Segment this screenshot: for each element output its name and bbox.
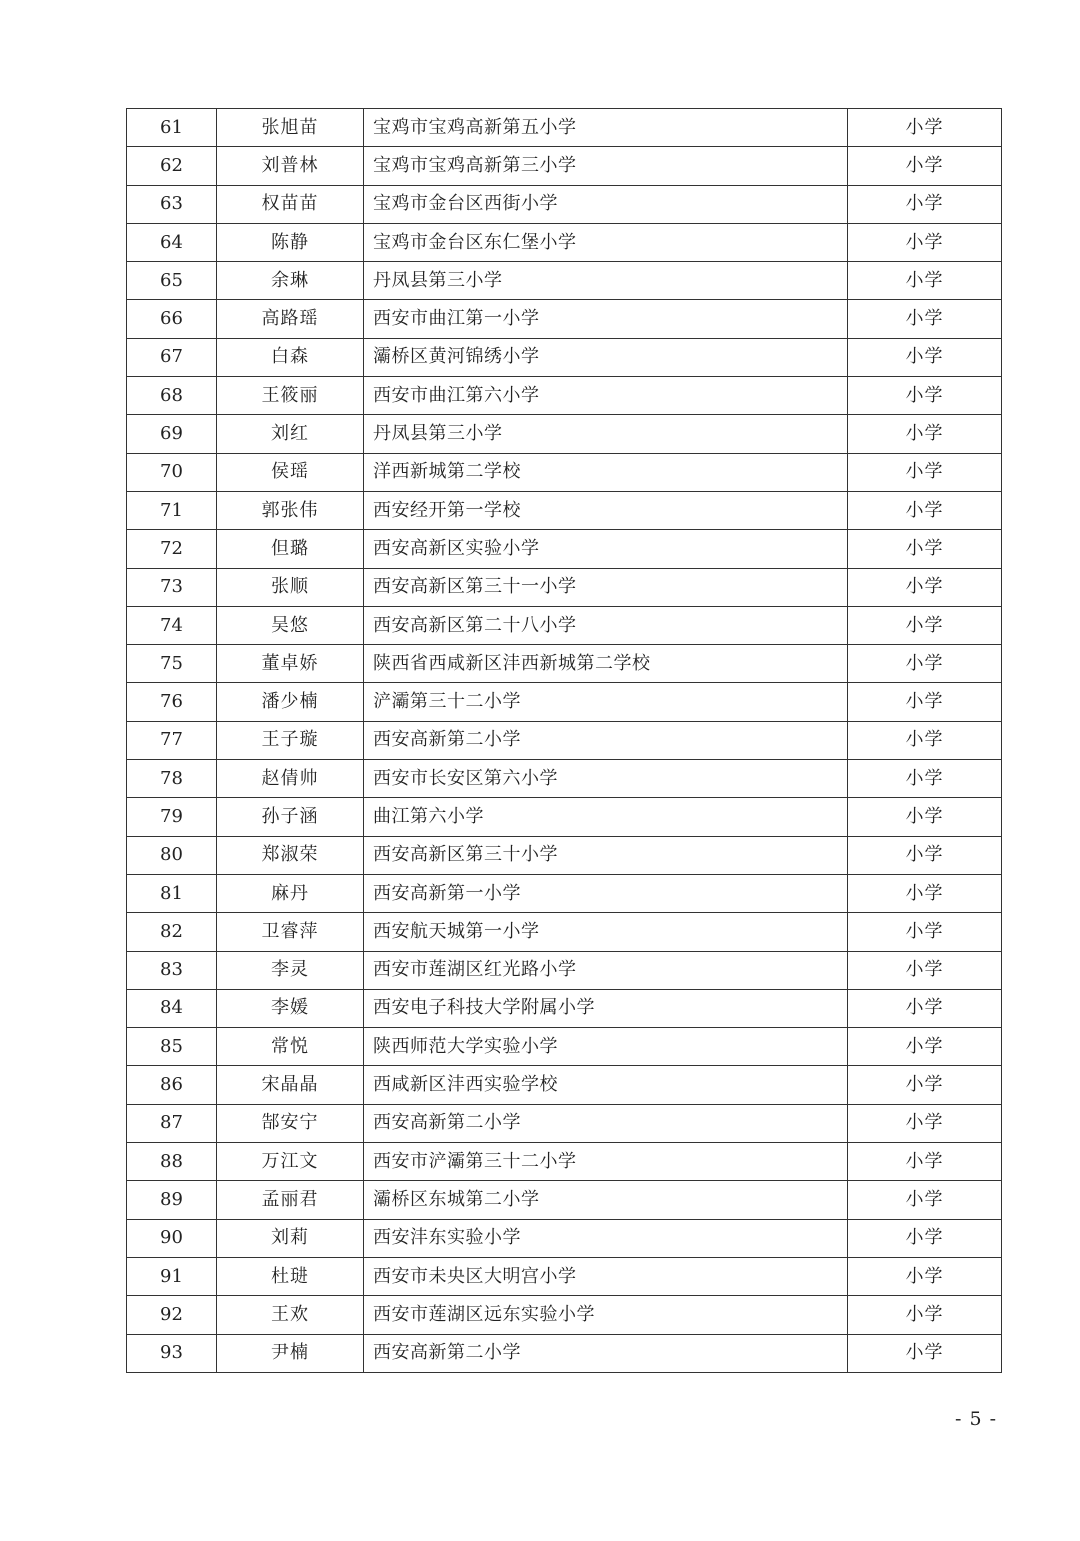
table-row <box>127 1334 1002 1372</box>
school-level-cell: 小学 <box>848 951 1002 989</box>
table-row <box>127 1028 1002 1066</box>
teacher-name-cell: 郑淑荣 <box>217 836 364 874</box>
school-name-cell: 丹凤县第三小学 <box>364 415 848 453</box>
school-level-cell: 小学 <box>848 798 1002 836</box>
school-level-cell: 小学 <box>848 913 1002 951</box>
teacher-name-cell: 赵倩帅 <box>217 760 364 798</box>
school-name-cell: 西安高新区第二十八小学 <box>364 606 848 644</box>
school-name-cell: 西安市曲江第一小学 <box>364 300 848 338</box>
school-name-cell: 西安市长安区第六小学 <box>364 760 848 798</box>
row-number-cell: 87 <box>127 1104 217 1142</box>
school-name-cell: 西安高新第二小学 <box>364 1334 848 1372</box>
teacher-name-cell: 刘红 <box>217 415 364 453</box>
row-number-cell: 84 <box>127 989 217 1027</box>
school-name-cell: 西安电子科技大学附属小学 <box>364 989 848 1027</box>
teacher-name-cell: 卫睿萍 <box>217 913 364 951</box>
school-level-cell: 小学 <box>848 300 1002 338</box>
school-level-cell: 小学 <box>848 147 1002 185</box>
row-number-cell: 69 <box>127 415 217 453</box>
table-row <box>127 645 1002 683</box>
teacher-name-cell: 尹楠 <box>217 1334 364 1372</box>
row-number-cell: 67 <box>127 338 217 376</box>
table-row <box>127 836 1002 874</box>
school-name-cell: 宝鸡市金台区西街小学 <box>364 185 848 223</box>
row-number-cell: 70 <box>127 453 217 491</box>
row-number-cell: 72 <box>127 530 217 568</box>
school-level-cell: 小学 <box>848 1334 1002 1372</box>
table-row <box>127 262 1002 300</box>
school-level-cell: 小学 <box>848 1028 1002 1066</box>
table-row <box>127 338 1002 376</box>
school-name-cell: 西安高新区第三十小学 <box>364 836 848 874</box>
teacher-name-cell: 李灵 <box>217 951 364 989</box>
school-level-cell: 小学 <box>848 1143 1002 1181</box>
row-number-cell: 85 <box>127 1028 217 1066</box>
school-level-cell: 小学 <box>848 109 1002 147</box>
table-row <box>127 1143 1002 1181</box>
school-name-cell: 西安市未央区大明宫小学 <box>364 1257 848 1295</box>
row-number-cell: 63 <box>127 185 217 223</box>
school-level-cell: 小学 <box>848 874 1002 912</box>
row-number-cell: 64 <box>127 223 217 261</box>
page-number: - 5 - <box>955 1408 998 1430</box>
school-name-cell: 灞桥区东城第二小学 <box>364 1181 848 1219</box>
table-row <box>127 721 1002 759</box>
table-row <box>127 1066 1002 1104</box>
school-level-cell: 小学 <box>848 568 1002 606</box>
school-name-cell: 西安市曲江第六小学 <box>364 377 848 415</box>
school-name-cell: 洋西新城第二学校 <box>364 453 848 491</box>
row-number-cell: 86 <box>127 1066 217 1104</box>
teacher-name-cell: 常悦 <box>217 1028 364 1066</box>
row-number-cell: 82 <box>127 913 217 951</box>
school-level-cell: 小学 <box>848 1219 1002 1257</box>
teacher-name-cell: 侯瑶 <box>217 453 364 491</box>
row-number-cell: 74 <box>127 606 217 644</box>
row-number-cell: 71 <box>127 491 217 529</box>
row-number-cell: 91 <box>127 1257 217 1295</box>
table-row <box>127 530 1002 568</box>
table-row <box>127 415 1002 453</box>
school-name-cell: 西安高新第二小学 <box>364 721 848 759</box>
table-row <box>127 453 1002 491</box>
school-name-cell: 灞桥区黄河锦绣小学 <box>364 338 848 376</box>
row-number-cell: 78 <box>127 760 217 798</box>
table-row <box>127 1104 1002 1142</box>
school-level-cell: 小学 <box>848 606 1002 644</box>
row-number-cell: 75 <box>127 645 217 683</box>
school-name-cell: 西安市浐灞第三十二小学 <box>364 1143 848 1181</box>
school-level-cell: 小学 <box>848 415 1002 453</box>
school-name-cell: 西安高新区第三十一小学 <box>364 568 848 606</box>
row-number-cell: 93 <box>127 1334 217 1372</box>
table-row <box>127 109 1002 147</box>
school-level-cell: 小学 <box>848 645 1002 683</box>
row-number-cell: 79 <box>127 798 217 836</box>
school-name-cell: 宝鸡市宝鸡高新第五小学 <box>364 109 848 147</box>
teacher-name-cell: 潘少楠 <box>217 683 364 721</box>
teacher-name-cell: 张旭苗 <box>217 109 364 147</box>
table-row <box>127 1219 1002 1257</box>
table-row <box>127 874 1002 912</box>
teacher-name-cell: 权苗苗 <box>217 185 364 223</box>
teacher-name-cell: 王筱丽 <box>217 377 364 415</box>
school-level-cell: 小学 <box>848 530 1002 568</box>
roster-table <box>126 108 1002 1373</box>
teacher-name-cell: 吴悠 <box>217 606 364 644</box>
school-name-cell: 陕西师范大学实验小学 <box>364 1028 848 1066</box>
teacher-name-cell: 白森 <box>217 338 364 376</box>
school-level-cell: 小学 <box>848 491 1002 529</box>
row-number-cell: 89 <box>127 1181 217 1219</box>
row-number-cell: 80 <box>127 836 217 874</box>
table-row <box>127 989 1002 1027</box>
school-level-cell: 小学 <box>848 989 1002 1027</box>
row-number-cell: 65 <box>127 262 217 300</box>
school-level-cell: 小学 <box>848 721 1002 759</box>
school-name-cell: 西安航天城第一小学 <box>364 913 848 951</box>
row-number-cell: 88 <box>127 1143 217 1181</box>
row-number-cell: 77 <box>127 721 217 759</box>
table-row <box>127 951 1002 989</box>
teacher-name-cell: 张顺 <box>217 568 364 606</box>
school-name-cell: 西安市莲湖区远东实验小学 <box>364 1296 848 1334</box>
teacher-name-cell: 孙子涵 <box>217 798 364 836</box>
teacher-name-cell: 李媛 <box>217 989 364 1027</box>
teacher-name-cell: 董卓娇 <box>217 645 364 683</box>
school-level-cell: 小学 <box>848 1181 1002 1219</box>
teacher-name-cell: 郜安宁 <box>217 1104 364 1142</box>
school-name-cell: 宝鸡市金台区东仁堡小学 <box>364 223 848 261</box>
school-name-cell: 丹凤县第三小学 <box>364 262 848 300</box>
row-number-cell: 73 <box>127 568 217 606</box>
teacher-name-cell: 王子璇 <box>217 721 364 759</box>
school-name-cell: 西咸新区沣西实验学校 <box>364 1066 848 1104</box>
school-name-cell: 西安高新第二小学 <box>364 1104 848 1142</box>
school-name-cell: 西安经开第一学校 <box>364 491 848 529</box>
table-row <box>127 300 1002 338</box>
school-level-cell: 小学 <box>848 185 1002 223</box>
teacher-name-cell: 王欢 <box>217 1296 364 1334</box>
school-name-cell: 西安高新第一小学 <box>364 874 848 912</box>
table-row <box>127 223 1002 261</box>
teacher-name-cell: 余琳 <box>217 262 364 300</box>
school-level-cell: 小学 <box>848 1104 1002 1142</box>
teacher-name-cell: 万江文 <box>217 1143 364 1181</box>
school-level-cell: 小学 <box>848 338 1002 376</box>
school-level-cell: 小学 <box>848 1296 1002 1334</box>
table-row <box>127 185 1002 223</box>
school-name-cell: 曲江第六小学 <box>364 798 848 836</box>
teacher-name-cell: 陈静 <box>217 223 364 261</box>
table-row <box>127 683 1002 721</box>
school-level-cell: 小学 <box>848 1066 1002 1104</box>
school-name-cell: 宝鸡市宝鸡高新第三小学 <box>364 147 848 185</box>
table-row <box>127 1181 1002 1219</box>
school-level-cell: 小学 <box>848 377 1002 415</box>
school-level-cell: 小学 <box>848 683 1002 721</box>
school-level-cell: 小学 <box>848 223 1002 261</box>
table-row <box>127 1257 1002 1295</box>
row-number-cell: 62 <box>127 147 217 185</box>
table-row <box>127 491 1002 529</box>
school-level-cell: 小学 <box>848 453 1002 491</box>
row-number-cell: 81 <box>127 874 217 912</box>
row-number-cell: 92 <box>127 1296 217 1334</box>
row-number-cell: 76 <box>127 683 217 721</box>
roster-table-body <box>127 109 1002 1373</box>
table-row <box>127 798 1002 836</box>
table-row <box>127 147 1002 185</box>
school-name-cell: 西安高新区实验小学 <box>364 530 848 568</box>
teacher-name-cell: 孟丽君 <box>217 1181 364 1219</box>
teacher-name-cell: 麻丹 <box>217 874 364 912</box>
teacher-name-cell: 宋晶晶 <box>217 1066 364 1104</box>
teacher-name-cell: 但璐 <box>217 530 364 568</box>
table-row <box>127 377 1002 415</box>
teacher-name-cell: 刘普林 <box>217 147 364 185</box>
teacher-name-cell: 杜琎 <box>217 1257 364 1295</box>
school-level-cell: 小学 <box>848 262 1002 300</box>
school-level-cell: 小学 <box>848 760 1002 798</box>
teacher-name-cell: 刘莉 <box>217 1219 364 1257</box>
row-number-cell: 66 <box>127 300 217 338</box>
table-row <box>127 760 1002 798</box>
school-level-cell: 小学 <box>848 1257 1002 1295</box>
table-row <box>127 913 1002 951</box>
table-row <box>127 606 1002 644</box>
school-name-cell: 陕西省西咸新区沣西新城第二学校 <box>364 645 848 683</box>
teacher-name-cell: 郭张伟 <box>217 491 364 529</box>
table-row <box>127 568 1002 606</box>
school-name-cell: 西安沣东实验小学 <box>364 1219 848 1257</box>
row-number-cell: 61 <box>127 109 217 147</box>
table-row <box>127 1296 1002 1334</box>
school-name-cell: 浐灞第三十二小学 <box>364 683 848 721</box>
school-level-cell: 小学 <box>848 836 1002 874</box>
row-number-cell: 83 <box>127 951 217 989</box>
row-number-cell: 90 <box>127 1219 217 1257</box>
school-name-cell: 西安市莲湖区红光路小学 <box>364 951 848 989</box>
teacher-name-cell: 高路瑶 <box>217 300 364 338</box>
row-number-cell: 68 <box>127 377 217 415</box>
